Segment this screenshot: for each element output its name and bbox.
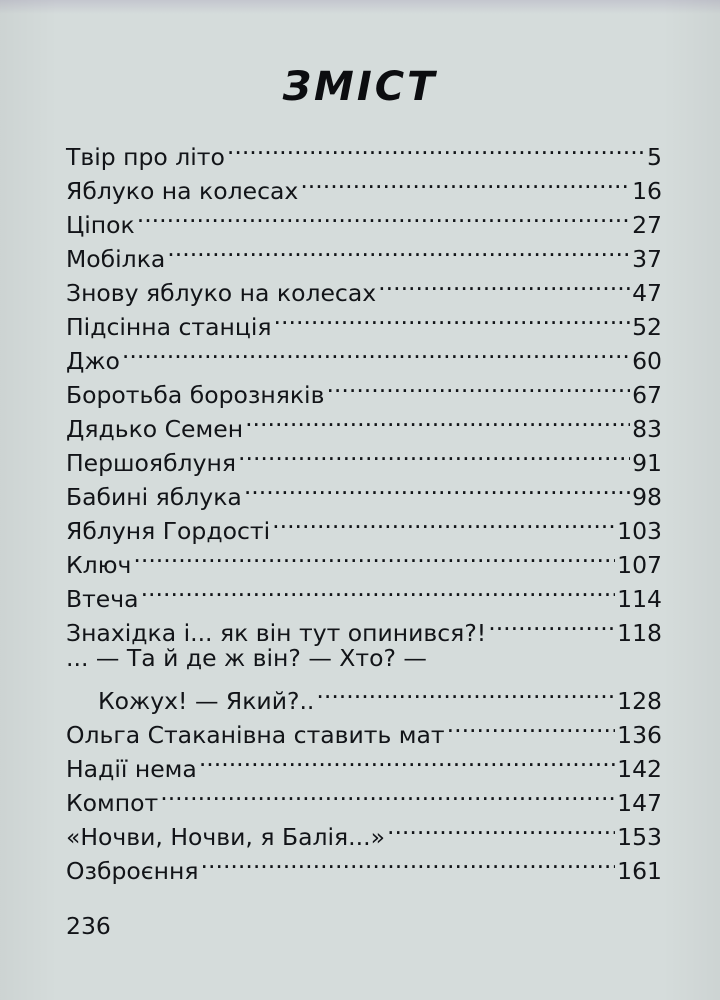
dot-leader [201, 845, 616, 879]
table-of-contents [66, 131, 662, 885]
dot-leader [167, 233, 630, 267]
toc-entry-title: Підсінна станція [66, 313, 272, 341]
toc-entry-page: 128 [617, 687, 662, 715]
toc-entry-title: Компот [66, 789, 159, 817]
toc-entry-title: Ключ [66, 551, 132, 579]
dot-leader [378, 267, 630, 301]
page-title: ЗМІСТ [282, 64, 438, 110]
toc-entry-page: 83 [632, 415, 662, 443]
toc-entry-page: 16 [632, 177, 662, 205]
toc-entry-page: 107 [617, 551, 662, 579]
toc-entry-title: Озброєння [66, 857, 199, 885]
toc-entry-title: Ціпок [66, 211, 135, 239]
toc-entry-title: Ольга Стаканівна ставить мат [66, 721, 445, 749]
toc-entry-title: «Ночви, Ночви, я Балія...» [66, 823, 385, 851]
toc-entry-page: 98 [632, 483, 662, 511]
toc-entry-page: 118 [617, 619, 662, 647]
dot-leader [300, 165, 630, 199]
toc-entry-title: Яблуко на колесах [66, 177, 299, 205]
dot-leader [244, 471, 630, 505]
toc-entry-page: 142 [617, 755, 662, 783]
toc-entry-continued [66, 675, 662, 715]
dot-leader [238, 437, 630, 471]
toc-entry-page: 52 [632, 313, 662, 341]
dot-leader [316, 675, 615, 709]
dot-leader [227, 131, 645, 165]
toc-entry [66, 131, 662, 171]
toc-entry-page: 147 [617, 789, 662, 817]
toc-entry-title: Знахідка і... як він тут опинився?! [66, 619, 487, 647]
dot-leader [122, 335, 630, 369]
toc-entry [66, 539, 662, 579]
toc-entry-title: Дядько Семен [66, 415, 244, 443]
toc-entry-page: 91 [632, 449, 662, 477]
toc-entry-title: Бабині яблука [66, 483, 242, 511]
page-number: 236 [66, 912, 111, 940]
toc-entry-title: Знову яблуко на колесах [66, 279, 377, 307]
toc-entry-page: 136 [617, 721, 662, 749]
toc-entry-page: 67 [632, 381, 662, 409]
dot-leader [245, 403, 630, 437]
toc-entry [66, 199, 662, 239]
toc-entry-title: Надії нема [66, 755, 197, 783]
dot-leader [274, 301, 631, 335]
toc-entry-title: Першояблуня [66, 449, 236, 477]
toc-entry-title: Мобілка [66, 245, 166, 273]
toc-entry-title: Боротьба борозняків [66, 381, 325, 409]
dot-leader [160, 777, 615, 811]
dot-leader [141, 573, 616, 607]
dot-leader [133, 539, 615, 573]
toc-entry-title: ... — Та й де ж він? — Хто? — [66, 644, 427, 672]
toc-entry-title: Яблуня Гордості [66, 517, 271, 545]
dot-leader [387, 811, 615, 845]
dot-leader [488, 607, 615, 641]
dot-leader [137, 199, 630, 233]
dot-leader [272, 505, 615, 539]
toc-entry-page: 153 [617, 823, 662, 851]
toc-entry-title: Джо [66, 347, 120, 375]
toc-entry-page: 37 [632, 245, 662, 273]
dot-leader [447, 709, 616, 743]
toc-entry-title: Твір про літо [66, 143, 225, 171]
toc-entry-first-line [66, 641, 662, 675]
toc-entry [66, 233, 662, 273]
toc-entry-page: 114 [617, 585, 662, 613]
toc-entry-title: Втеча [66, 585, 139, 613]
toc-entry-page: 103 [617, 517, 662, 545]
toc-entry-page: 5 [647, 143, 662, 171]
toc-entry-page: 27 [632, 211, 662, 239]
toc-entry-page: 161 [617, 857, 662, 885]
toc-entry [66, 369, 662, 409]
dot-leader [326, 369, 630, 403]
toc-entry-page: 60 [632, 347, 662, 375]
toc-entry-page: 47 [632, 279, 662, 307]
toc-entry-title: Кожух! — Який?.. [98, 687, 315, 715]
toc-entry [66, 573, 662, 613]
toc-entry [66, 607, 662, 647]
toc-entry [66, 335, 662, 375]
dot-leader [199, 743, 615, 777]
